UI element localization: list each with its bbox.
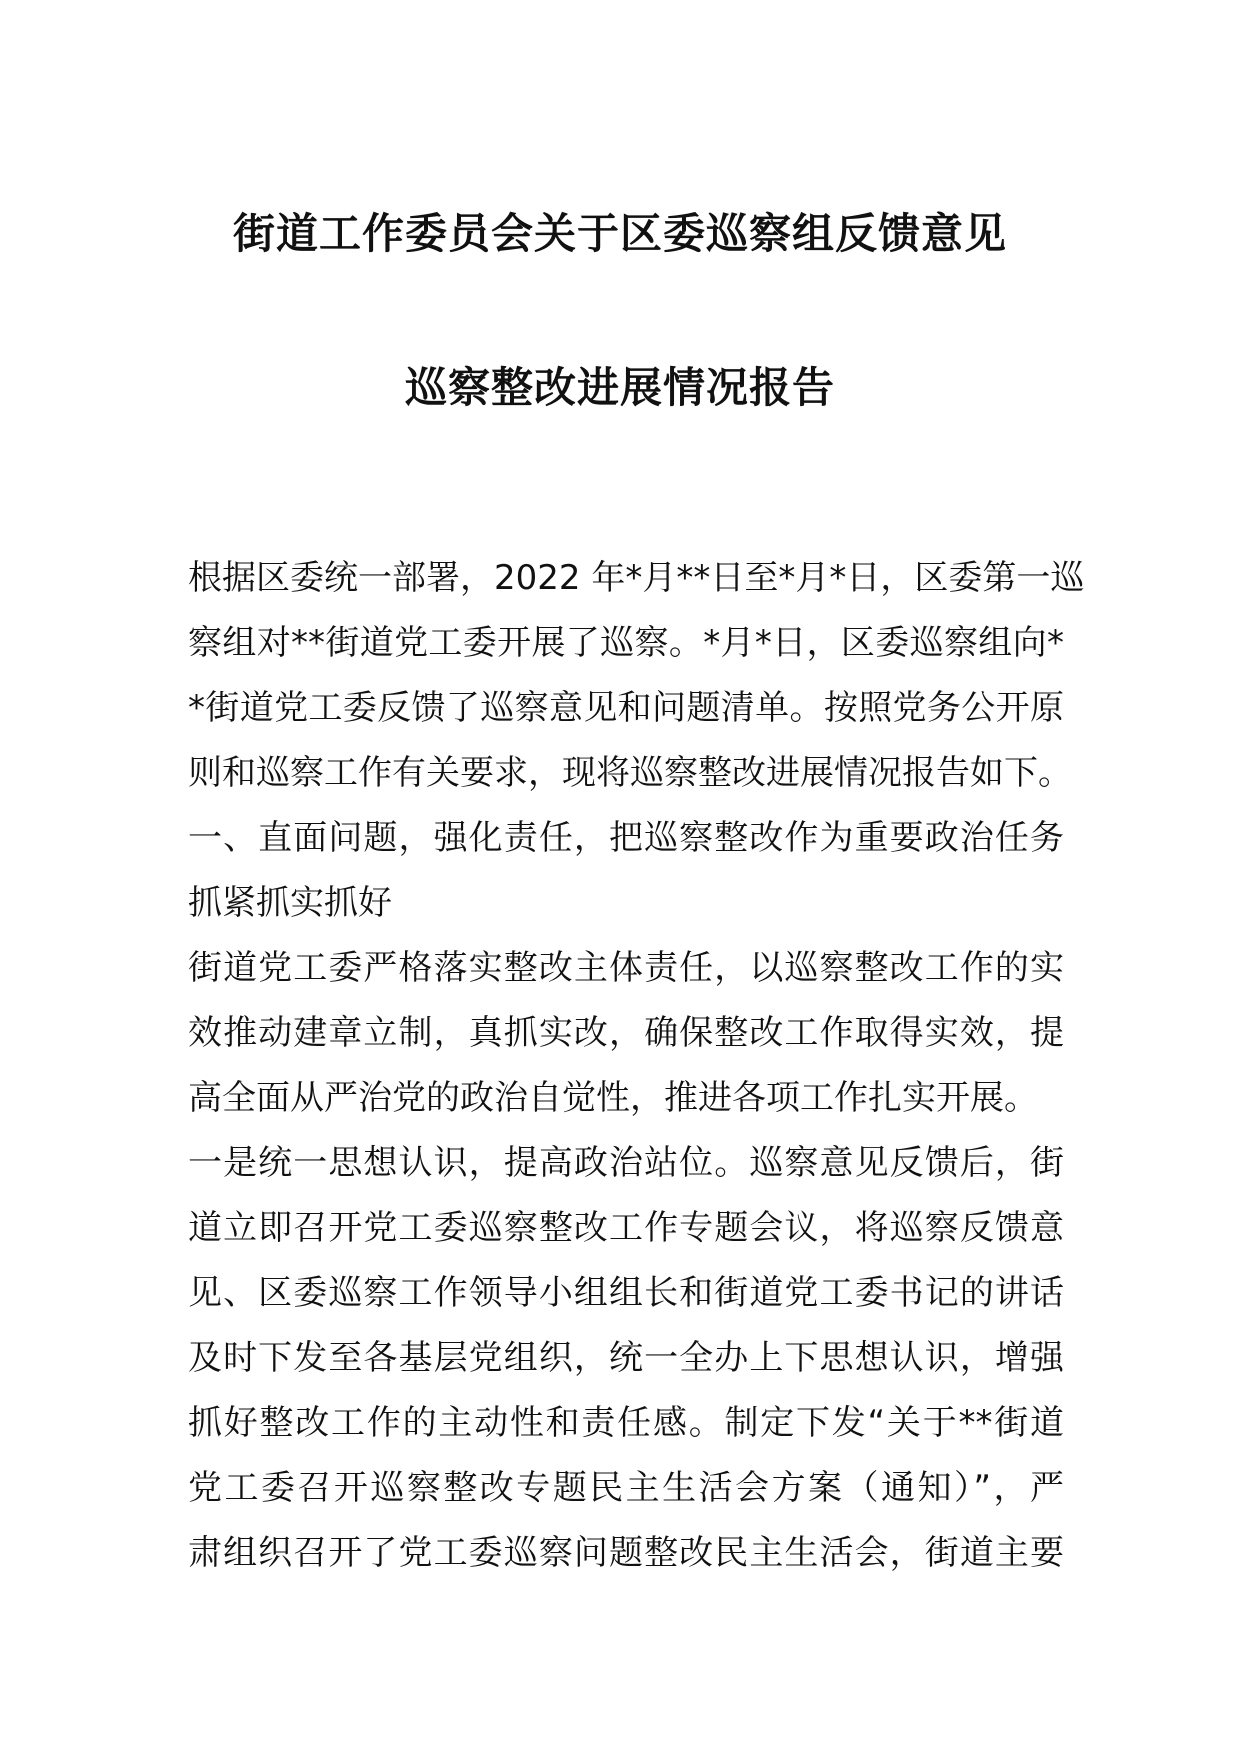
body-line: 抓好整改工作的主动性和责任感。制定下发“关于**街道 <box>188 1403 1064 1443</box>
body-line: 见、区委巡察工作领导小组组长和街道党工委书记的讲话 <box>188 1273 1064 1313</box>
document-title-line-2: 巡察整改进展情况报告 <box>404 363 835 412</box>
document-body <box>188 546 1085 1586</box>
document-title-line-1: 街道工作委员会关于区委巡察组反馈意见 <box>232 209 1007 258</box>
body-line: 效推动建章立制，真抓实改，确保整改工作取得实效，提 <box>188 1013 1064 1053</box>
body-line: 则和巡察工作有关要求，现将巡察整改进展情况报告如下。 <box>188 753 1072 793</box>
body-line: *街道党工委反馈了巡察意见和问题清单。按照党务公开原 <box>188 688 1064 728</box>
section-heading-line: 抓紧抓实抓好 <box>188 883 392 923</box>
body-line: 高全面从严治党的政治自觉性，推进各项工作扎实开展。 <box>188 1078 1038 1118</box>
section-heading-line: 一、直面问题，强化责任，把巡察整改作为重要政治任务 <box>188 818 1064 858</box>
body-line: 肃组织召开了党工委巡察问题整改民主生活会，街道主要 <box>188 1533 1064 1573</box>
body-line: 根据区委统一部署，2022 年*月**日至*月*日，区委第一巡 <box>188 558 1085 598</box>
body-line: 及时下发至各基层党组织，统一全办上下思想认识，增强 <box>188 1338 1064 1378</box>
body-line: 察组对**街道党工委开展了巡察。*月*日，区委巡察组向* <box>188 623 1064 663</box>
body-line: 党工委召开巡察整改专题民主生活会方案（通知）”，严 <box>188 1468 1064 1508</box>
body-line: 街道党工委严格落实整改主体责任，以巡察整改工作的实 <box>188 948 1064 988</box>
body-line: 一是统一思想认识，提高政治站位。巡察意见反馈后，街 <box>188 1143 1064 1183</box>
body-line: 道立即召开党工委巡察整改工作专题会议，将巡察反馈意 <box>188 1208 1064 1248</box>
